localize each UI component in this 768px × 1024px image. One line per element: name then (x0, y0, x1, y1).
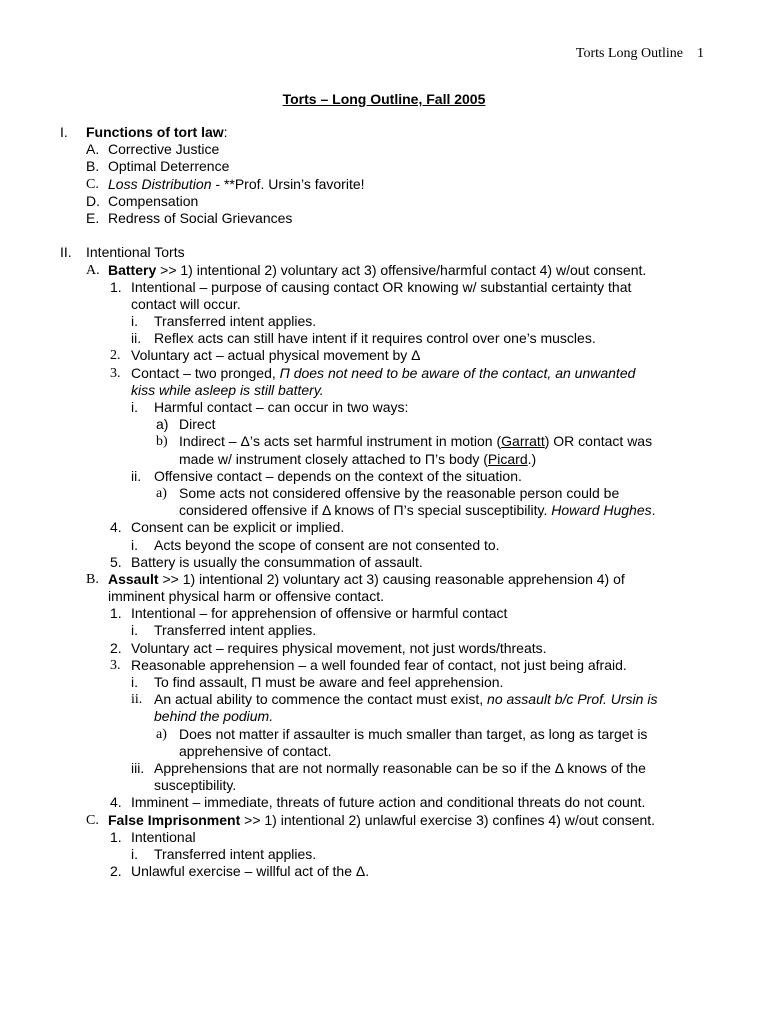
text-run: >> 1) intentional 2) voluntary act 3) causing reasonable apprehension 4) of (158, 570, 625, 587)
outline-marker: ii. (131, 692, 143, 708)
outline-line (0, 365, 768, 382)
outline-line (0, 347, 768, 364)
outline-text (86, 124, 228, 141)
outline-text (131, 863, 369, 880)
outline-marker: i. (131, 674, 138, 690)
outline-line (0, 468, 768, 485)
outline-line (0, 537, 768, 554)
outline-line (0, 605, 768, 622)
outline-line (0, 691, 768, 708)
outline-line (0, 708, 768, 725)
outline-text (154, 537, 500, 554)
text-run: Reflex acts can still have intent if it requires control over one’s muscles. (154, 330, 596, 347)
text-run: - **Prof. Ursin’s favorite! (211, 175, 365, 192)
text-run: Intentional Torts (86, 244, 185, 261)
outline-text (154, 399, 408, 416)
outline-marker: 2. (110, 348, 121, 364)
outline-line (0, 485, 768, 502)
bold-term: Functions of tort law (86, 124, 224, 140)
text-run: Contact – two pronged, (131, 364, 280, 381)
italic-note: Loss Distribution (108, 175, 212, 192)
text-run: Transferred intent applies. (154, 622, 317, 639)
outline-line (0, 210, 768, 227)
outline-line (0, 451, 768, 468)
text-run: Voluntary act – requires physical movement, not just words/threats. (131, 639, 547, 656)
outline-marker: ii. (131, 330, 142, 347)
outline-line (0, 674, 768, 691)
outline-line (0, 588, 768, 605)
outline-line (0, 158, 768, 175)
text-run: Corrective Justice (108, 141, 220, 158)
outline-line (0, 141, 768, 158)
text-run: An actual ability to commence the contact must exist, (154, 691, 488, 708)
outline-line (0, 433, 768, 450)
outline-text (131, 382, 324, 399)
text-run: >> 1) intentional 2) voluntary act 3) offensive/harmful contact 4) w/out consent. (156, 261, 647, 278)
outline-line (0, 846, 768, 863)
outline-marker: b) (156, 434, 168, 450)
case-name: Picard (487, 450, 528, 467)
italic-note: Howard Hughes (551, 502, 652, 519)
outline-text (154, 708, 273, 725)
outline-marker: a) (156, 485, 167, 501)
document-title: Torts – Long Outline, Fall 2005 (282, 91, 486, 107)
outline-text (131, 554, 423, 571)
outline-line (0, 296, 768, 313)
outline-marker: I. (60, 124, 68, 140)
bold-term: False Imprisonment (108, 811, 241, 828)
text-run: Consent can be explicit or implied. (131, 519, 345, 536)
outline-text (179, 451, 536, 468)
text-run: Battery is usually the consummation of assault. (131, 553, 423, 570)
outline-text (154, 313, 316, 330)
text-run: Optimal Deterrence (108, 158, 230, 175)
text-run: : (223, 124, 228, 140)
outline-line (0, 330, 768, 347)
text-run: Indirect – Δ’s acts set harmful instrument in motion ( (179, 433, 502, 450)
outline-text (131, 794, 645, 811)
outline-body (0, 124, 768, 880)
outline-marker: 1. (110, 278, 122, 295)
text-run: Acts beyond the scope of consent are not consented to. (154, 536, 500, 553)
case-name: Garratt (501, 433, 545, 450)
text-run: Unlawful exercise – willful act of the Δ. (131, 863, 370, 880)
outline-line (0, 657, 768, 674)
outline-marker: i. (131, 399, 138, 415)
outline-marker: 4. (110, 794, 122, 811)
outline-line (0, 279, 768, 296)
outline-text (131, 605, 507, 622)
outline-marker: C. (86, 176, 99, 192)
outline-text (108, 210, 292, 227)
outline-line (0, 502, 768, 519)
outline-line (0, 777, 768, 794)
outline-line (0, 244, 768, 261)
outline-marker: 5. (110, 553, 122, 570)
italic-note: kiss while asleep is still battery. (131, 381, 324, 398)
italic-note: behind the podium. (154, 708, 274, 725)
outline-text (108, 812, 655, 829)
text-run: Transferred intent applies. (154, 313, 317, 330)
outline-marker: i. (131, 845, 138, 862)
bold-term: Battery (108, 261, 157, 278)
italic-note: no assault b/c Prof. Ursin is (487, 691, 658, 708)
text-run: Offensive contact – depends on the context of the situation. (154, 467, 522, 484)
text-run: Compensation (108, 192, 199, 209)
italic-note: Π does not need to be aware of the contact, an unwanted (279, 364, 636, 381)
outline-marker: A. (86, 141, 100, 158)
outline-marker: B. (86, 571, 99, 587)
text-run: >> 1) intentional 2) unlawful exercise 3) confines 4) w/out consent. (240, 811, 656, 828)
outline-line (0, 760, 768, 777)
outline-marker: D. (86, 192, 100, 209)
text-run: Intentional (131, 828, 196, 845)
outline-text (154, 777, 236, 794)
text-run: . (651, 502, 656, 519)
text-run: apprehensive of contact. (179, 742, 332, 759)
text-run: Voluntary act – actual physical movement by Δ (131, 347, 421, 364)
page-number: 1 (697, 46, 704, 61)
text-run: considered offensive if Δ knows of Π’s special susceptibility. (179, 502, 552, 519)
text-run: imminent physical harm or offensive contact. (108, 588, 384, 605)
section-spacer (0, 227, 768, 244)
text-run: Imminent – immediate, threats of future action and conditional threats do not count. (131, 794, 646, 811)
outline-line (0, 399, 768, 416)
bold-term: Assault (108, 570, 159, 587)
text-run: Intentional – purpose of causing contact OR knowing w/ substantial certainty that (131, 278, 632, 295)
outline-text (179, 433, 652, 450)
outline-text (131, 365, 635, 382)
text-run: Does not matter if assaulter is much smaller than target, as long as target is (179, 725, 648, 742)
outline-line (0, 812, 768, 829)
outline-text (131, 279, 631, 296)
text-run: susceptibility. (154, 777, 237, 794)
outline-text (108, 262, 646, 279)
outline-marker: iii. (131, 759, 145, 776)
outline-text (131, 640, 547, 657)
text-run: Direct (179, 416, 216, 433)
outline-marker: 3. (110, 365, 121, 381)
outline-marker: 3. (110, 657, 121, 673)
text-run: Intentional – for apprehension of offensive or harmful contact (131, 605, 508, 622)
text-run: .) (527, 450, 537, 467)
outline-line (0, 726, 768, 743)
outline-line (0, 571, 768, 588)
outline-line (0, 640, 768, 657)
outline-text (131, 519, 344, 536)
outline-text (108, 141, 219, 158)
outline-text (108, 158, 229, 175)
outline-line (0, 313, 768, 330)
outline-marker: A. (86, 262, 100, 278)
outline-marker: a) (156, 416, 169, 433)
outline-text (86, 244, 185, 261)
outline-line (0, 743, 768, 760)
outline-text (179, 726, 647, 743)
outline-line (0, 124, 768, 141)
outline-line (0, 416, 768, 433)
outline-text (179, 485, 619, 502)
outline-marker: C. (86, 812, 99, 828)
outline-marker: 2. (110, 639, 122, 656)
outline-line (0, 262, 768, 279)
outline-text (154, 622, 316, 639)
outline-marker: 4. (110, 519, 122, 536)
text-run: Transferred intent applies. (154, 845, 317, 862)
outline-text (154, 760, 646, 777)
outline-text (154, 330, 596, 347)
outline-line (0, 193, 768, 210)
outline-text (179, 502, 656, 519)
outline-marker: 2. (110, 863, 122, 880)
text-run: contact will occur. (131, 295, 241, 312)
outline-line (0, 176, 768, 193)
outline-marker: 1. (110, 828, 122, 845)
outline-marker: B. (86, 158, 100, 175)
outline-marker: 1. (110, 605, 122, 622)
text-run: Some acts not considered offensive by the reasonable person could be (179, 484, 620, 501)
outline-marker: i. (131, 313, 138, 330)
outline-marker: i. (131, 536, 138, 553)
outline-marker: ii. (131, 467, 142, 484)
outline-text (179, 743, 332, 760)
text-run: Harmful contact – can occur in two ways: (154, 399, 409, 415)
outline-line (0, 863, 768, 880)
outline-marker: i. (131, 622, 138, 639)
running-title: Torts Long Outline (575, 46, 683, 61)
text-run: To find assault, Π must be aware and feel apprehension. (154, 674, 504, 690)
outline-marker: E. (86, 209, 100, 226)
outline-line (0, 829, 768, 846)
outline-text (154, 674, 503, 691)
outline-text (131, 347, 421, 364)
outline-text (108, 176, 365, 193)
outline-line (0, 519, 768, 536)
outline-line (0, 794, 768, 811)
running-header (576, 45, 704, 62)
outline-text (108, 193, 198, 210)
outline-text (179, 416, 216, 433)
outline-line (0, 622, 768, 639)
outline-line (0, 554, 768, 571)
outline-text (154, 846, 316, 863)
outline-text (131, 296, 241, 313)
outline-text (108, 588, 384, 605)
outline-text (108, 571, 625, 588)
outline-text (154, 691, 657, 708)
text-run: Apprehensions that are not normally reasonable can be so if the Δ knows of the (154, 759, 646, 776)
outline-marker: a) (156, 726, 167, 742)
text-run: ) OR contact was (544, 433, 653, 450)
outline-text (131, 657, 627, 674)
text-run: Reasonable apprehension – a well founded fear of contact, not just being afraid. (131, 656, 627, 673)
outline-text (131, 829, 196, 846)
outline-line (0, 382, 768, 399)
text-run: made w/ instrument closely attached to Π’s body ( (179, 450, 488, 467)
text-run: Redress of Social Grievances (108, 209, 293, 226)
outline-marker: II. (60, 244, 72, 261)
outline-text (154, 468, 522, 485)
